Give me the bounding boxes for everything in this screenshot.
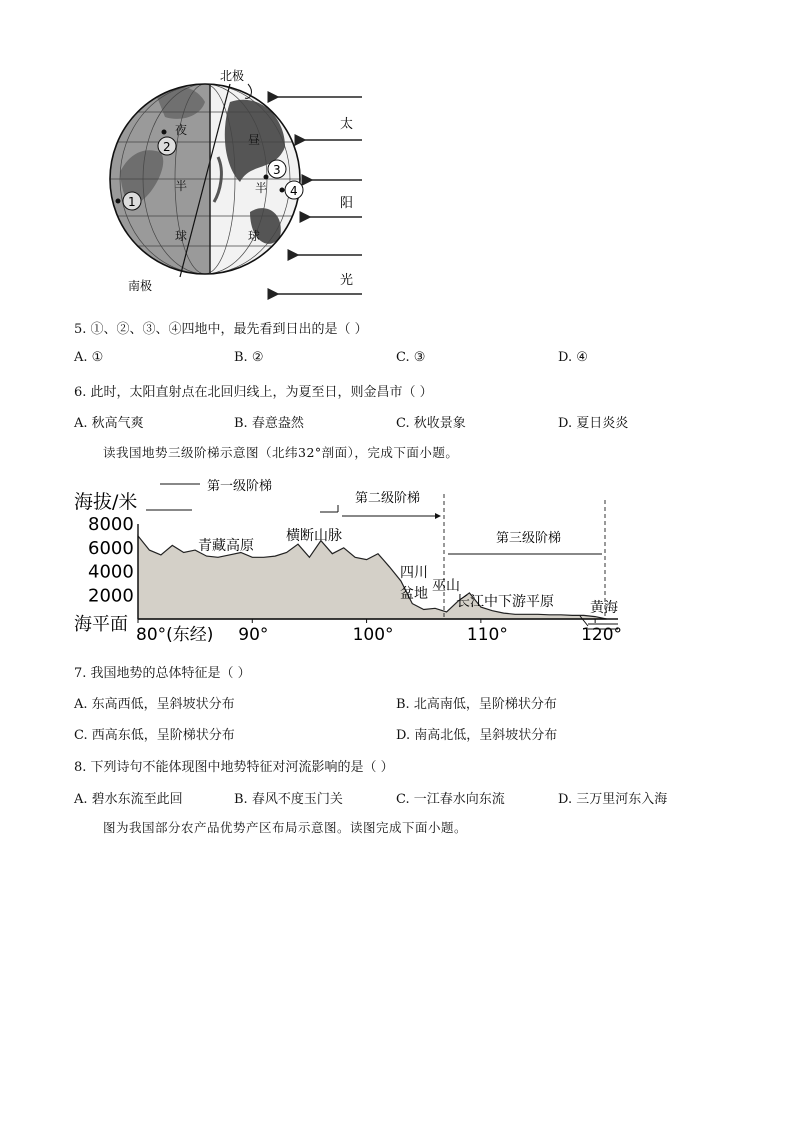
sun-char-2: 阳 — [340, 196, 354, 211]
question-5: 5. ①、②、③、④四地中，最先看到日出的是（ ） — [74, 322, 368, 337]
q7-option-a[interactable]: A. 东高西低，呈斜坡状分布 — [74, 697, 235, 712]
step2-label: 第二级阶梯 — [355, 491, 421, 506]
q6-option-b[interactable]: B. 春意盎然 — [234, 416, 304, 431]
day-hemisphere — [210, 62, 330, 302]
svg-text:2: 2 — [163, 140, 171, 154]
dark-char-1: 夜 — [175, 123, 188, 137]
light-char-1: 昼 — [248, 133, 261, 147]
question-7: 7. 我国地势的总体特征是（ ） — [74, 666, 251, 681]
south-pole-label: 南极 — [128, 279, 153, 293]
region-wushan: 巫山 — [432, 578, 460, 594]
region-sichuan-2: 盆地 — [400, 586, 428, 602]
y-tick-label: 2000 — [88, 585, 134, 607]
q8-option-d[interactable]: D. 三万里河东入海 — [558, 792, 668, 807]
globe-figure — [100, 62, 370, 302]
intro-agri: 图为我国部分农产品优势产区布局示意图。读图完成下面小题。 — [103, 820, 468, 835]
q7-option-c[interactable]: C. 西高东低，呈阶梯状分布 — [74, 728, 235, 743]
q8-option-b[interactable]: B. 春风不度玉门关 — [234, 792, 343, 807]
q6-option-d[interactable]: D. 夏日炎炎 — [558, 416, 629, 431]
dark-char-3: 球 — [175, 229, 188, 243]
dark-char-2: 半 — [175, 179, 188, 193]
x-tick-label: 100° — [352, 625, 394, 644]
q5-option-a[interactable]: A. ① — [74, 350, 104, 365]
q6-option-c[interactable]: C. 秋收景象 — [396, 416, 466, 431]
step3-label: 第三级阶梯 — [496, 531, 562, 546]
region-sichuan-1: 四川 — [400, 565, 428, 581]
sea-level-label: 海平面 — [74, 614, 128, 635]
x-tick-label: 110° — [466, 625, 508, 644]
light-char-2: 半 — [255, 181, 268, 195]
q8-option-a[interactable]: A. 碧水东流至此回 — [74, 792, 183, 807]
svg-text:3: 3 — [273, 163, 281, 177]
x-tick-label: 80°(东经) — [136, 625, 214, 644]
q5-option-b[interactable]: B. ② — [234, 350, 264, 365]
q8-option-c[interactable]: C. 一江春水向东流 — [396, 792, 505, 807]
question-8: 8. 下列诗句不能体现图中地势特征对河流影响的是（ ） — [74, 760, 394, 775]
region-hengduan: 横断山脉 — [286, 528, 342, 544]
region-huanghai: 黄海 — [590, 600, 618, 616]
q6-option-a[interactable]: A. 秋高气爽 — [74, 416, 144, 431]
step1-label: 第一级阶梯 — [207, 479, 273, 494]
y-tick-label: 8000 — [88, 514, 134, 535]
y-axis-label: 海拔/米 — [74, 491, 138, 513]
light-char-3: 球 — [248, 229, 261, 243]
north-pole-label: 北极 — [220, 69, 245, 83]
q5-option-d[interactable]: D. ④ — [558, 350, 588, 365]
y-tick-label: 4000 — [88, 561, 134, 583]
region-changjiang: 长江中下游平原 — [456, 594, 554, 610]
x-tick-label: 120° — [581, 625, 623, 644]
sun-char-3: 光 — [340, 273, 354, 288]
q7-option-d[interactable]: D. 南高北低，呈斜坡状分布 — [396, 728, 558, 743]
q5-option-c[interactable]: C. ③ — [396, 350, 426, 365]
x-tick-label: 90° — [238, 625, 269, 644]
y-tick-label: 6000 — [88, 537, 134, 559]
q7-option-b[interactable]: B. 北高南低，呈阶梯状分布 — [396, 697, 557, 712]
svg-text:4: 4 — [290, 184, 298, 198]
region-qingzang: 青藏高原 — [198, 538, 254, 554]
question-6: 6. 此时，太阳直射点在北回归线上，为夏至日，则金昌市（ ） — [74, 385, 433, 400]
sun-char-1: 太 — [340, 117, 354, 132]
terrain-profile-chart — [70, 472, 630, 644]
intro-terrain: 读我国地势三级阶梯示意图（北纬32°剖面），完成下面小题。 — [103, 445, 459, 460]
svg-text:1: 1 — [128, 195, 136, 209]
